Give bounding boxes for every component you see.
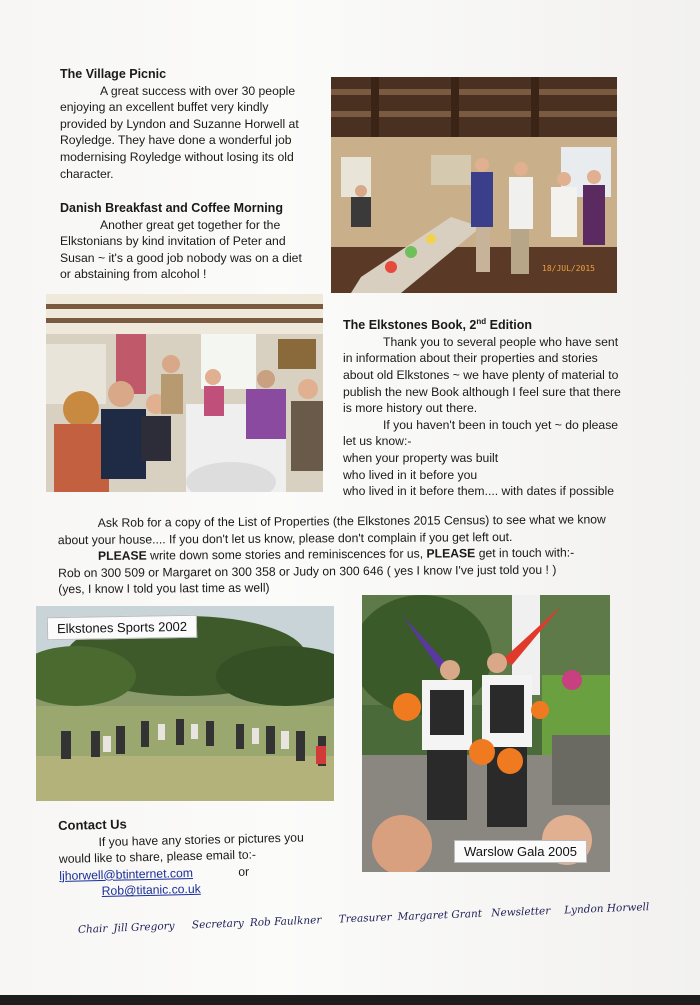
coffee-morning-photo (46, 294, 323, 492)
contact-line: If you have any stories or pictures you (98, 830, 304, 849)
book-line: If you haven't been in touch yet ~ do please (383, 417, 619, 432)
committee-footer (78, 901, 656, 936)
book-line: about old Elkstones ~ we have plenty of material to (343, 367, 619, 382)
sports-caption: Elkstones Sports 2002 (47, 615, 197, 641)
email-link-rob[interactable]: Rob@titanic.co.uk (101, 882, 201, 899)
secretary-role: Secretary (191, 917, 245, 932)
book-section (343, 314, 643, 500)
scan-edge-bar (0, 995, 700, 1005)
chair-role: Chair (77, 922, 108, 936)
gala-caption: Warslow Gala 2005 (454, 840, 587, 863)
picnic-line: modernising Royledge without losing its old (60, 149, 294, 164)
please-emphasis: PLEASE (426, 546, 476, 561)
book-title-end: Edition (486, 318, 532, 333)
danish-line: Another great get together for the (100, 217, 281, 232)
picnic-line: Royledge. They have done a wonderful job (60, 133, 292, 148)
contact-title: Contact Us (58, 816, 127, 833)
picnic-line: enjoying an excellent buffet very kindly (60, 100, 269, 115)
chair-name: Jill Gregory (113, 920, 175, 935)
book-line: in information about their properties and stories (343, 351, 598, 366)
census-line: (yes, I know I told you last time as well) (58, 581, 270, 597)
census-text: get in touch with:- (475, 545, 575, 561)
picnic-line: provided by Lyndon and Suzanne Horwell at (60, 116, 299, 131)
danish-line: Elkstonians by kind invitation of Peter and (60, 234, 286, 249)
photo-date-stamp: 18/JUL/2015 (542, 264, 595, 273)
census-line: Rob on 300 509 or Margaret on 300 358 or Judy on 300 646 ( yes I know I've just told you ! ) (58, 562, 557, 580)
gala-photo (362, 595, 610, 872)
contact-section (58, 811, 350, 901)
census-line: Ask Rob for a copy of the List of Properties (the Elkstones 2015 Census) to see what we know (97, 512, 606, 530)
book-line: who lived in it before them.... with dates if possible (343, 484, 614, 499)
picnic-title: The Village Picnic (60, 67, 167, 81)
danish-line: or abstaining from alcohol ! (60, 267, 207, 282)
danish-line: Susan ~ it's a good job nobody was on a diet (60, 250, 302, 265)
book-line: when your property was built (343, 450, 499, 465)
book-line: let us know:- (343, 434, 412, 449)
census-line: about your house.... If you don't let us know, please don't complain if you get left out. (57, 529, 513, 547)
picnic-line: character. (60, 166, 114, 181)
book-line: who lived in it before you (343, 467, 478, 482)
please-emphasis: PLEASE (97, 548, 147, 564)
treasurer-name: Margaret Grant (397, 907, 483, 924)
book-line: publish the new Book although I feel sure that there (343, 384, 621, 399)
census-section (58, 511, 679, 598)
book-line: is more history out there. (343, 401, 478, 416)
or-text: or (238, 864, 250, 879)
book-title-main: The Elkstones Book, 2 (343, 318, 477, 333)
picnic-photo (331, 77, 617, 293)
contact-line: would like to share, please email to:- (58, 847, 257, 867)
danish-section (60, 200, 330, 283)
book-line: Thank you to several people who have sent (383, 334, 619, 349)
book-title-sup: nd (476, 317, 487, 326)
book-title (343, 314, 643, 334)
email-link-horwell[interactable]: ljhorwell@btinternet.com (59, 865, 194, 883)
secretary-name: Rob Faulkner (249, 914, 322, 930)
picnic-section (60, 66, 330, 182)
census-text: write down some stories and reminiscences for us, (146, 546, 427, 563)
newsletter-role: Newsletter (491, 905, 551, 920)
treasurer-role: Treasurer (338, 911, 392, 926)
picnic-line: A great success with over 30 people (100, 83, 296, 98)
danish-title: Danish Breakfast and Coffee Morning (60, 201, 283, 215)
newsletter-name: Lyndon Horwell (564, 901, 650, 917)
